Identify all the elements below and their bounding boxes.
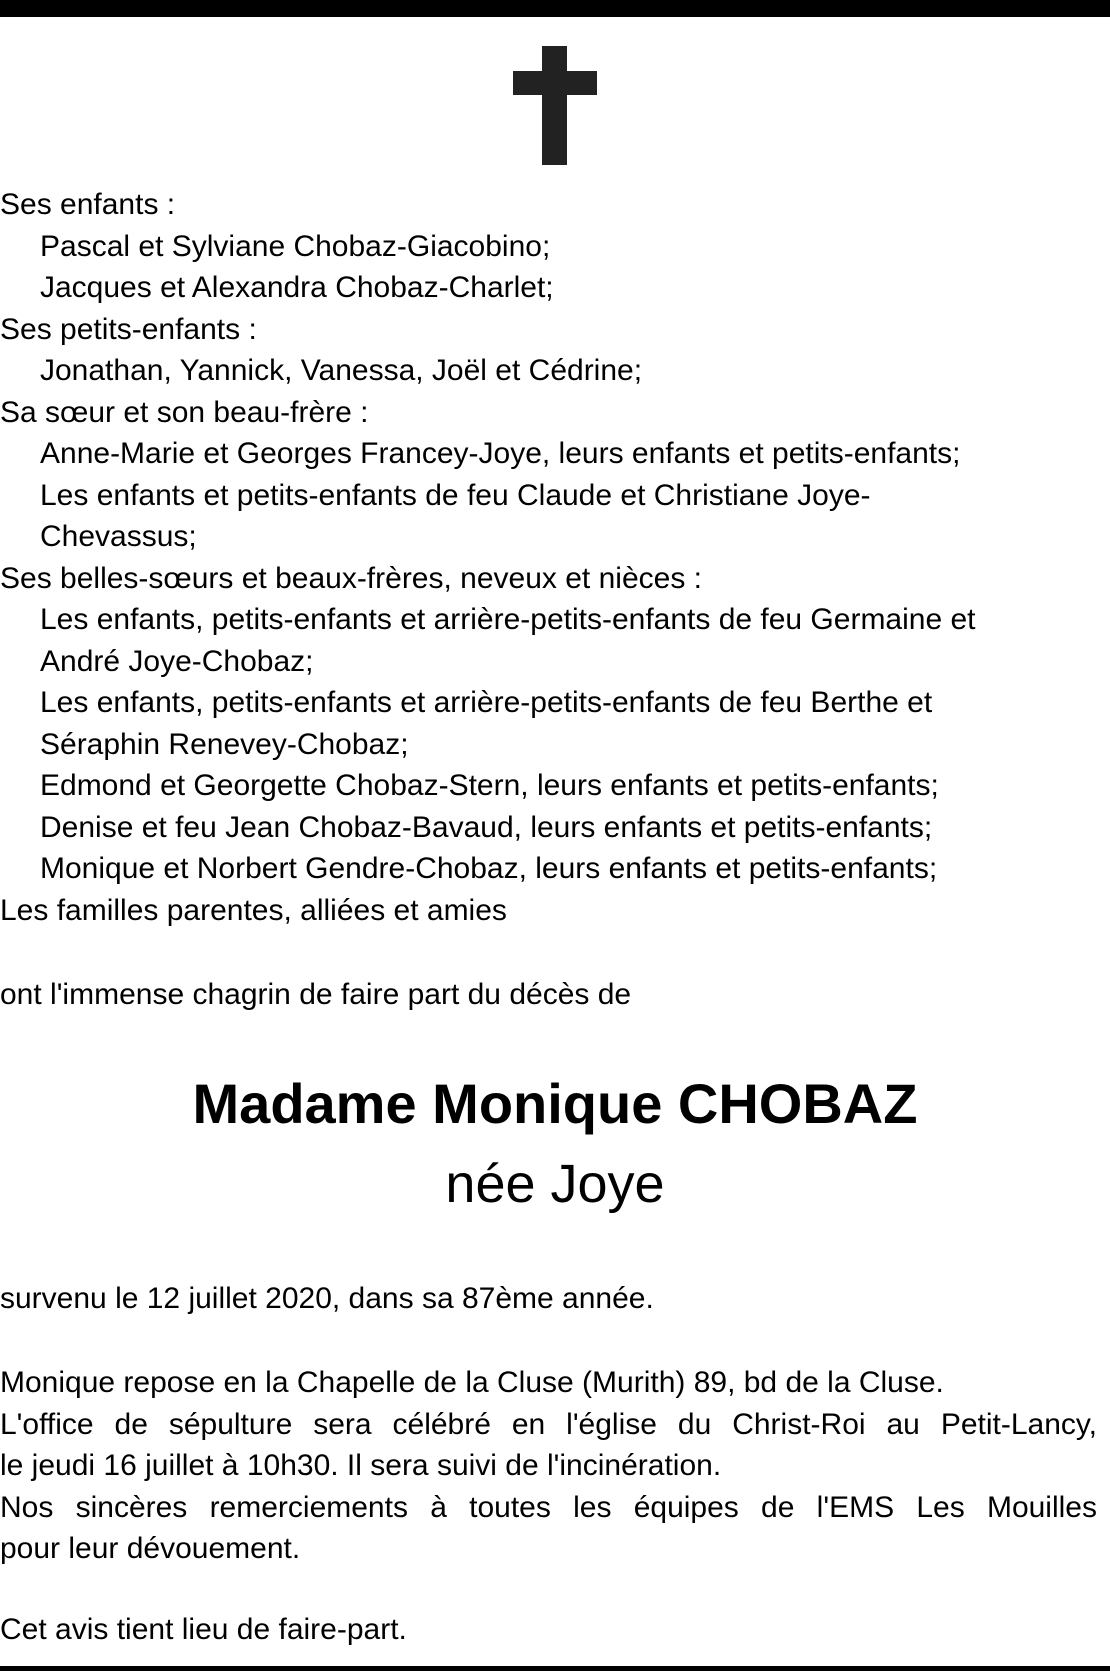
family-member-line: André Joye-Chobaz; (40, 644, 314, 678)
family-member-line: Séraphin Renevey-Chobaz; (40, 727, 409, 761)
family-member-line: Les enfants et petits-enfants de feu Claude et Christiane Joye- (40, 478, 871, 512)
cross-vertical-bar (542, 46, 567, 165)
family-member-line: Jacques et Alexandra Chobaz-Charlet; (40, 271, 554, 304)
family-heading-line: Ses enfants : (0, 188, 176, 221)
closing-line: Cet avis tient lieu de faire-part. (0, 1613, 407, 1646)
family-member-line: Pascal et Sylviane Chobaz-Giacobino; (40, 229, 551, 263)
details-line: pour leur dévouement. (0, 1532, 301, 1565)
announcement-line: ont l'immense chagrin de faire part du décès de (0, 978, 632, 1011)
family-member-line: Les enfants, petits-enfants et arrière-petits-enfants de feu Berthe et (40, 686, 933, 719)
family-heading-line: Les familles parentes, alliées et amies (0, 893, 507, 927)
announcement-text (0, 974, 1097, 1016)
family-member-line: Monique et Norbert Gendre-Chobaz, leurs enfants et petits-enfants; (40, 852, 938, 885)
cross-horizontal-bar (513, 71, 597, 95)
bottom-border (0, 1666, 1110, 1671)
family-member-line: Jonathan, Yannick, Vanessa, Joël et Cédrine; (40, 354, 643, 387)
details-paragraph (0, 1362, 1097, 1570)
family-heading-line: Ses belles-sœurs et beaux-frères, neveux et nièces : (0, 561, 702, 595)
family-heading-line: Ses petits-enfants : (0, 312, 257, 346)
family-member-line: Edmond et Georgette Chobaz-Stern, leurs enfants et petits-enfants; (40, 769, 939, 802)
family-member-line: Chevassus; (40, 520, 197, 553)
maiden-name: née Joye (445, 1154, 665, 1214)
details-line: Nos sincères remerciements à toutes les équipes de l'EMS Les Mouilles (0, 1490, 1097, 1524)
family-member-line: Anne-Marie et Georges Francey-Joye, leurs enfants et petits-enfants; (40, 437, 961, 470)
deceased-name: Madame Monique CHOBAZ (192, 1072, 918, 1135)
date-line: survenu le 12 juillet 2020, dans sa 87ème année. (0, 1282, 654, 1315)
closing-text (0, 1609, 1097, 1651)
cross-icon (513, 46, 597, 165)
family-member-line: Denise et feu Jean Chobaz-Bavaud, leurs enfants et petits-enfants; (40, 810, 933, 844)
details-line: L'office de sépulture sera célébré en l'église du Christ-Roi au Petit-Lancy, (0, 1407, 1097, 1441)
family-member-line: Les enfants, petits-enfants et arrière-petits-enfants de feu Germaine et (40, 603, 976, 636)
details-line: le jeudi 16 juillet à 10h30. Il sera suivi de l'incinération. (0, 1449, 722, 1482)
family-list (0, 184, 1097, 931)
details-line: Monique repose en la Chapelle de la Cluse (Murith) 89, bd de la Cluse. (0, 1366, 944, 1399)
date-text (0, 1278, 1097, 1320)
top-border (0, 0, 1110, 17)
family-heading-line: Sa sœur et son beau-frère : (0, 395, 369, 429)
